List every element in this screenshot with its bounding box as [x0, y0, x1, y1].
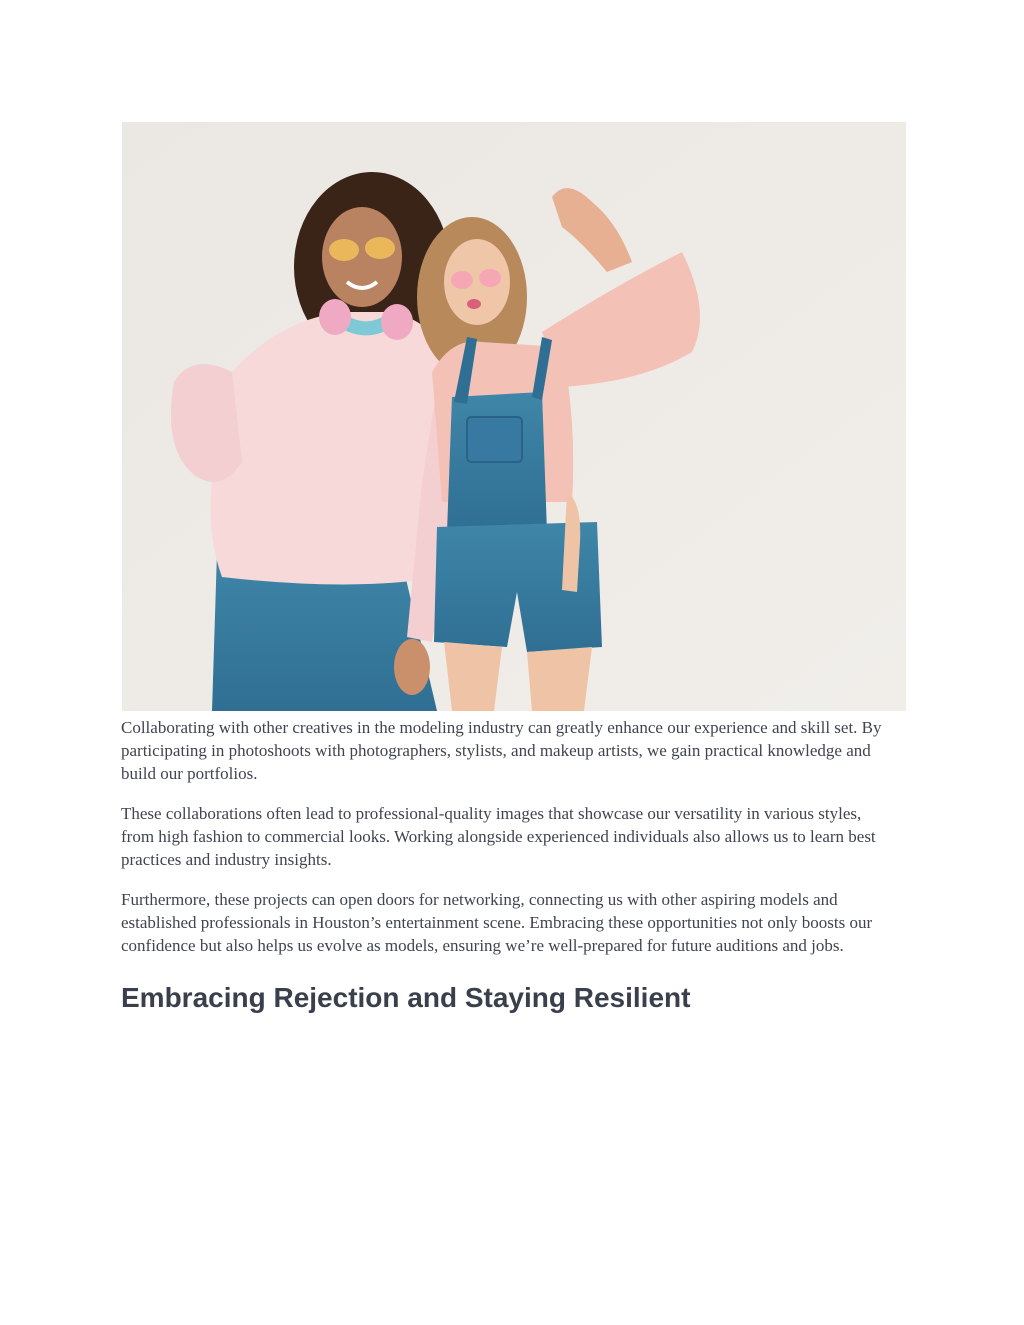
paragraph-networking: Furthermore, these projects can open doors for networking, connecting us with other aspiring models and established professionals in Houston’s entertainment scene. Embracing these opportunities not only boosts our confidence but also helps us evolve as models, ensuring we’re well-prepared for future auditions and jobs.: [121, 890, 873, 955]
section-heading: Embracing Rejection and Staying Resilient: [121, 982, 691, 1013]
paragraph-collaborating: Collaborating with other creatives in the modeling industry can greatly enhance our experience and skill set. By participating in photoshoots with photographers, stylists, and makeup artists, we gain practical knowledge and build our portfolios.: [121, 718, 882, 783]
article-body: [121, 716, 896, 1016]
article-photo: [122, 122, 906, 711]
paragraph-collaborations-benefits: These collaborations often lead to professional-quality images that showcase our versatility in various styles, from high fashion to commercial looks. Working alongside experienced individuals also allows us to learn best practices and industry insights.: [121, 804, 876, 869]
